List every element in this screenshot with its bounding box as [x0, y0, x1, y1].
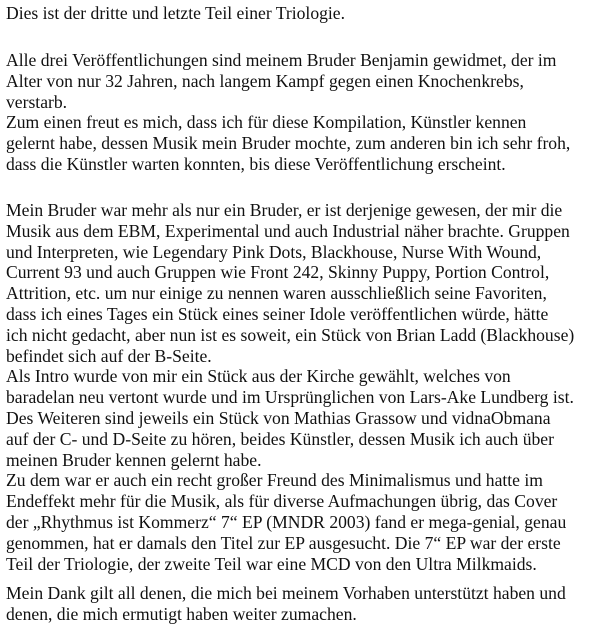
text-line: denen, die mich ermutigt haben weiter zumachen. — [6, 604, 357, 624]
text-line: dass die Künstler warten konnten, bis diese Veröffentlichung erscheint. — [6, 153, 506, 174]
text-line: Musik aus dem EBM, Experimental und auch Industrial näher brachte. Gruppen — [6, 220, 570, 241]
text-line: Alle drei Veröffentlichungen sind meinem Bruder Benjamin gewidmet, der im — [6, 50, 557, 70]
text-line: Als Intro wurde von mir ein Stück aus der Kirche gewählt, welches von — [6, 366, 511, 387]
text-line: genommen, hat er damals den Titel zur EP ausgesucht. Die 7“ EP war der erste — [6, 532, 561, 553]
text-line: Dies ist der dritte und letzte Teil einer Triologie. — [6, 3, 346, 23]
text-line: auf der C- und D-Seite zu hören, beides Künstler, dessen Musik ich auch über — [6, 428, 554, 449]
text-line: der „Rhythmus ist Kommerz“ 7“ EP (MNDR 2003) fand er mega-genial, genau — [6, 511, 567, 532]
text-line: Mein Dank gilt all denen, die mich bei meinem Vorhaben unterstützt haben und — [6, 583, 566, 603]
text-line: verstarb. — [6, 91, 68, 112]
text-line: und Interpreten, wie Legendary Pink Dots, Blackhouse, Nurse With Wound, — [6, 241, 542, 262]
text-line: Des Weiteren sind jeweils ein Stück von Mathias Grassow und vidnaObmana — [6, 407, 551, 428]
text-line: Current 93 und auch Gruppen wie Front 242, Skinny Puppy, Portion Control, — [6, 262, 550, 283]
text-line: Teil der Triologie, der zweite Teil war eine MCD von den Ultra Milkmaids. — [6, 553, 537, 574]
text-line: befindet sich auf der B-Seite. — [6, 345, 212, 366]
text-line: Attrition, etc. um nur einige zu nennen waren ausschließlich seine Favoriten, — [6, 283, 547, 304]
text-line: dass ich eines Tages ein Stück eines seiner Idole veröffentlichen würde, hätte — [6, 303, 549, 324]
paragraph-dedication — [6, 50, 570, 175]
paragraph-brother — [6, 200, 574, 574]
text-line: Endeffekt mehr für die Musik, als für diverse Aufmachungen übrig, das Cover — [6, 491, 558, 512]
text-line: ich nicht gedacht, aber nun ist es soweit, ein Stück von Brian Ladd (Blackhouse) — [6, 324, 575, 345]
text-line: Zum einen freut es mich, dass ich für diese Kompilation, Künstler kennen — [6, 112, 527, 133]
text-line: baradelan neu vertont wurde und im Ursprünglichen von Lars-Ake Lundberg ist. — [6, 387, 574, 408]
text-line: gelernt habe, dessen Musik mein Bruder mochte, zum anderen bin ich sehr froh, — [6, 133, 571, 154]
text-line: Mein Bruder war mehr als nur ein Bruder, er ist derjenige gewesen, der mir die — [6, 200, 563, 220]
text-line: Alter von nur 32 Jahren, nach langem Kampf gegen einen Knochenkrebs, — [6, 70, 524, 91]
text-line: meinen Bruder kennen gelernt habe. — [6, 449, 262, 470]
paragraph-intro — [6, 2, 345, 24]
paragraph-thanks — [6, 583, 566, 625]
text-line: Zu dem war er auch ein recht großer Freund des Minimalismus und hatte im — [6, 470, 543, 491]
